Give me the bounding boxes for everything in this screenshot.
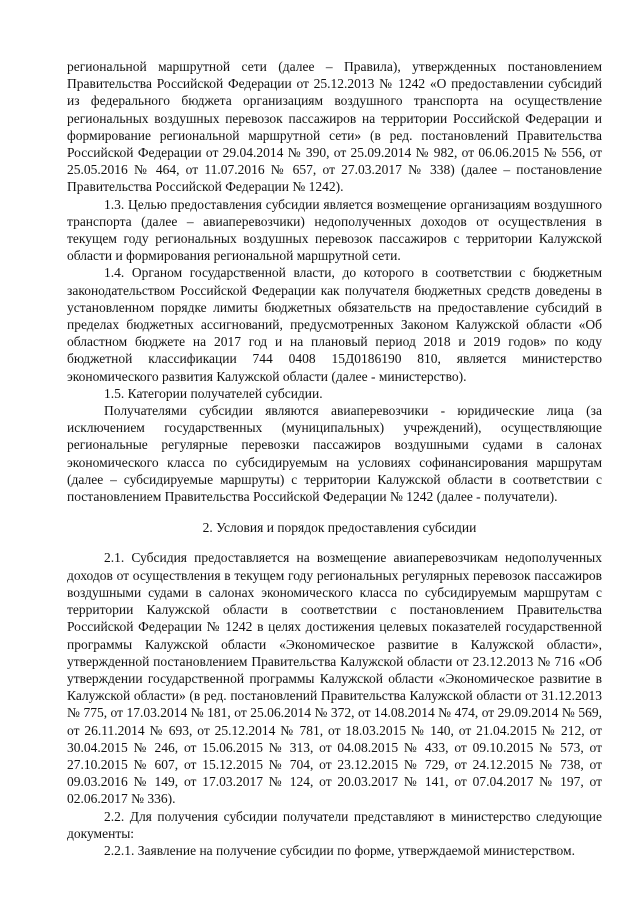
paragraph-1-4-authority: 1.4. Органом государственной власти, до которого в соответствии с бюджетным законодательством Российской Федерации как получателя бюджетных средств доведены в установленном порядке лимиты бюджетных обязательств на предоставление субсидий в пределах бюджетных ассигнований, предусмотренных Законом Калужской области «Об областном бюджете на 2017 год и на плановый период 2018 и 2019 годов» по коду бюджетной классификации 744 0408 15Д0186190 810, является министерство экономического развития Калужской области (далее - министерство). <box>67 265 602 384</box>
section-2-title: 2. Условия и порядок предоставления субсидии <box>202 520 477 536</box>
paragraph-1-3-purpose: 1.3. Целью предоставления субсидии является возмещение организациям воздушного транспорта (далее – авиаперевозчики) недополученных доходов от осуществления в текущем году региональных воздушных перевозок пассажиров с территории Калужской области и формирования региональной маршрутной сети. <box>67 196 602 264</box>
paragraph-2-2-1-application: 2.2.1. Заявление на получение субсидии по форме, утверждаемой министерством. <box>104 842 575 858</box>
paragraph-2-2-documents: 2.2. Для получения субсидии получатели представляют в министерство следующие документы: <box>67 808 602 841</box>
paragraph-rules-reference: региональной маршрутной сети (далее – Правила), утвержденных постановлением Правительства Российской Федерации от 25.12.2013 № 1242 «О предоставлении субсидий из федерального бюджета организациям воздушного транспорта на осуществление региональных воздушных перевозок пассажиров на территории Российской Федерации и формирование региональной маршрутной сети» (в ред. постановлений Правительства Российской Федерации от 29.04.2014 № 390, от 25.09.2014 № 982, от 06.06.2015 № 556, от 25.05.2016 № 464, от 11.07.2016 № 657, от 27.03.2017 № 338) (далее – постановление Правительства Российской Федерации № 1242). <box>67 59 602 195</box>
paragraph-1-5-categories: 1.5. Категории получателей субсидии. <box>104 385 323 401</box>
paragraph-recipients: Получателями субсидии являются авиаперевозчики - юридические лица (за исключением государственных (муниципальных) учреждений), осуществляющие региональные регулярные перевозки пассажиров воздушными судами в салонах экономического класса по субсидируемым на условиях софинансирования маршрутам (далее – субсидируемые маршруты) с территории Калужской области в соответствии с постановлением Правительства Российской Федерации № 1242 (далее - получатели). <box>67 403 602 505</box>
paragraph-2-1-subsidy: 2.1. Субсидия предоставляется на возмещение авиаперевозчикам недополученных доходов от осуществления в текущем году региональных регулярных перевозок пассажиров воздушными судами в салонах экономического класса по субсидируемым маршрутам с территории Калужской области в соответствии с постановлением Правительства Российской Федерации № 1242 в целях достижения целевых показателей государственной программы Калужской области «Экономическое развитие в Калужской области», утвержденной постановлением Правительства Калужской области от 23.12.2013 № 716 «Об утверждении государственной программы Калужской области «Экономическое развитие в Калужской области» (в ред. постановлений Правительства Калужской области от 31.12.2013 № 775, от 17.03.2014 № 181, от 25.06.2014 № 372, от 14.08.2014 № 474, от 29.09.2014 № 569, от 26.11.2014 № 693, от 25.12.2014 № 781, от 18.03.2015 № 140, от 21.04.2015 № 212, от 30.04.2015 № 246, от 15.06.2015 № 313, от 04.08.2015 № 433, от 09.10.2015 № 573, от 27.10.2015 № 607, от 15.12.2015 № 704, от 23.12.2015 № 729, от 24.12.2015 № 738, от 09.03.2016 № 149, от 17.03.2017 № 124, от 20.03.2017 № 141, от 07.04.2017 № 197, от 02.06.2017 № 336). <box>67 550 602 807</box>
document-body <box>67 58 602 859</box>
